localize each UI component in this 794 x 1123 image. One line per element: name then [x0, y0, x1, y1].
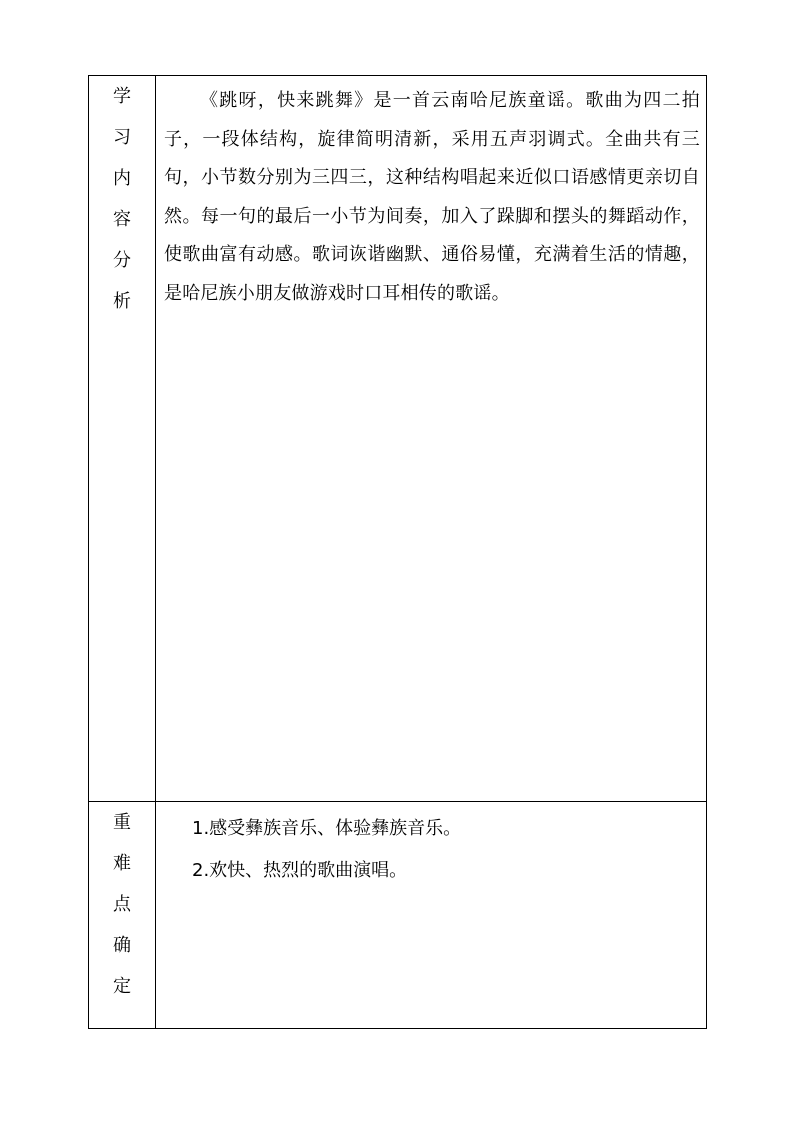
- label-char: 难: [113, 853, 131, 874]
- label-char: 定: [113, 976, 131, 997]
- label-char: 确: [113, 935, 131, 956]
- lesson-table: [88, 75, 707, 1029]
- content-cell: [156, 802, 707, 1029]
- label-char: 分: [113, 250, 131, 271]
- key-points-list: [192, 808, 700, 892]
- row-label-key-points: [89, 802, 155, 1007]
- row-label-cell: [89, 802, 156, 1029]
- list-item: 2.欢快、热烈的歌曲演唱。: [192, 860, 408, 881]
- table-row: [89, 802, 707, 1029]
- label-char: 容: [113, 209, 131, 230]
- list-item: 1.感受彝族音乐、体验彝族音乐。: [192, 818, 462, 839]
- label-char: 点: [113, 894, 131, 915]
- label-char: 习: [113, 127, 131, 148]
- label-char: 析: [113, 291, 131, 312]
- content-analysis-paragraph: 《跳呀，快来跳舞》是一首云南哈尼族童谣。歌曲为四二拍子，一段体结构，旋律简明清新，采用五声羽调式。全曲共有三句，小节数分别为三四三，这种结构唱起来近似口语感情更亲切自然。每一句的最后一小节为间奏，加入了跺脚和摆头的舞蹈动作，使歌曲富有动感。歌词诙谐幽默、通俗易懂，充满着生活的情趣，是哈尼族小朋友做游戏时口耳相传的歌谣。: [164, 90, 700, 304]
- row-label-cell: [89, 76, 156, 802]
- table-row: [89, 76, 707, 802]
- label-char: 内: [113, 168, 131, 189]
- label-char: 重: [113, 812, 131, 833]
- content-cell: [156, 76, 707, 802]
- row-label-content-analysis: [89, 76, 155, 322]
- label-char: 学: [113, 86, 131, 107]
